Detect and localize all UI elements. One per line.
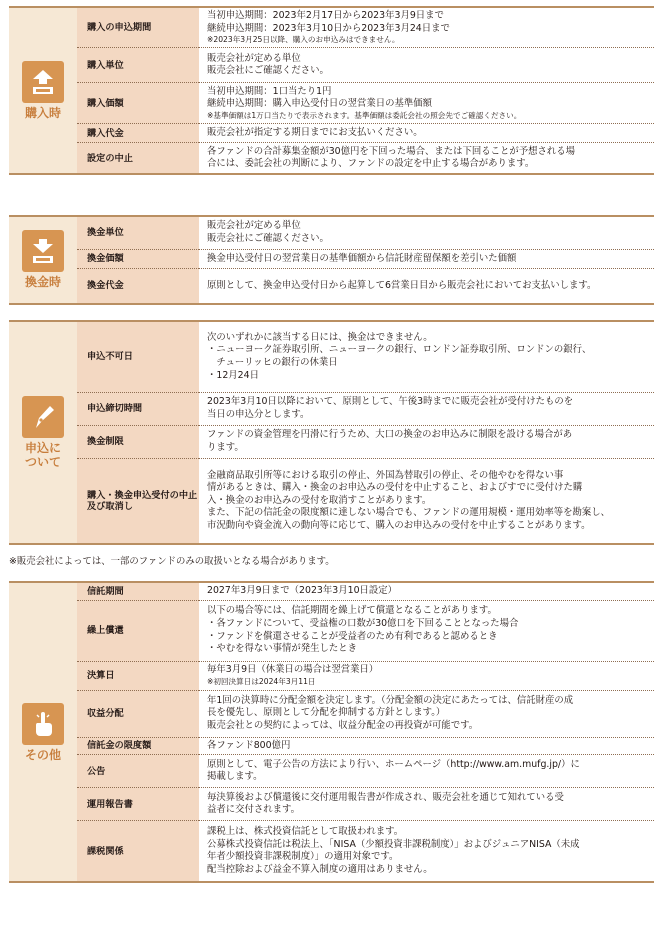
row-label: 購入単位 (77, 48, 199, 83)
row-label: 換金制限 (77, 426, 199, 459)
row-label: 購入代金 (77, 124, 199, 143)
row-label: 収益分配 (77, 690, 199, 737)
row-value: 毎年3月9日（休業日の場合は翌営業日） ※初回決算日は2024年3月11日 (199, 661, 654, 690)
row-value: 毎決算後および償還後に交付運用報告書が作成され、販売会社を通じて知れている受 益者に交付されます。 (199, 788, 654, 821)
row-label: 換金単位 (77, 216, 199, 250)
row-value: 各ファンド800億円 (199, 737, 654, 755)
row-label: 購入価額 (77, 83, 199, 124)
redemption-category (9, 216, 77, 304)
row-value: 金融商品取引所等における取引の停止、外国為替取引の停止、その他やむを得ない事 情があるときは、購入・換金のお申込みの受付を中止すること、およびすでに受付けた購 入・換金のお申込みの受付を取消すことがあります。 また、下記の信託金の限度額に達しない場合でも、ファンドの運用規模・運用効率等を勘案し、 市況動向や資金流入の動向等に応じて、購入のお申込みの受付を中止することがあります。 (199, 459, 654, 545)
footnote: ※販売会社によっては、一部のファンドのみの取扱いとなる場合があります。 (9, 556, 335, 567)
row-value: 当初申込期間：1口当たり1円 継続申込期間：購入申込受付日の翌営業日の基準価額 ※基準価額は1万口当たりで表示されます。基準価額は委託会社の照会先でご確認ください。 (199, 83, 654, 124)
row-label: 購入・換金申込受付の中止及び取消し (77, 459, 199, 545)
row-label: 公告 (77, 755, 199, 788)
row-label: 設定の中止 (77, 143, 199, 175)
row-value: 販売会社が指定する期日までにお支払いください。 (199, 124, 654, 143)
row-label: 信託期間 (77, 582, 199, 600)
row-value: 2027年3月9日まで（2023年3月10日設定） (199, 582, 654, 600)
row-label: 換金代金 (77, 269, 199, 305)
arrow-down-tray-icon (22, 230, 64, 272)
row-value: 次のいずれかに該当する日には、換金はできません。 ・ニューヨーク証券取引所、ニューヨークの銀行、ロンドン証券取引所、ロンドンの銀行、 チューリッヒの銀行の休業日 ・12月24日 (199, 321, 654, 393)
application-category (9, 321, 77, 544)
row-label: 換金価額 (77, 250, 199, 269)
redemption-category-label: 換金時 (24, 275, 61, 290)
redemption-section (9, 215, 654, 305)
row-value: 原則として、換金申込受付日から起算して6営業日目から販売会社においてお支払いします。 (199, 269, 654, 305)
row-value: 年1回の決算時に分配金額を決定します。（分配金額の決定にあたっては、信託財産の成 長を優先し、原則として分配を抑制する方針とします。） 販売会社との契約によっては、収益分配金の再投資が可能です。 (199, 690, 654, 737)
purchase-category (9, 7, 77, 174)
row-label: 申込締切時間 (77, 393, 199, 426)
row-value: 原則として、電子公告の方法により行い、ホームページ（http://www.am.mufg.jp/）に 掲載します。 (199, 755, 654, 788)
row-value: 販売会社が定める単位 販売会社にご確認ください。 (199, 216, 654, 250)
pointing-finger-icon (22, 703, 64, 745)
row-label: 繰上償還 (77, 600, 199, 661)
application-section (9, 320, 654, 545)
row-label: 購入の申込期間 (77, 7, 199, 48)
row-value: 各ファンドの合計募集金額が30億円を下回った場合、または下回ることが予想される場 合には、委託会社の判断により、ファンドの設定を中止する場合があります。 (199, 143, 654, 175)
arrow-up-tray-icon (22, 61, 64, 103)
other-category-label: その他 (24, 747, 61, 762)
row-value: 以下の場合等には、信託期間を繰上げて償還となることがあります。 ・各ファンドについて、受益権の口数が30億口を下回ることとなった場合 ・ファンドを償還させることが受益者のため有利であると認めるとき ・やむを得ない事情が発生したとき (199, 600, 654, 661)
row-value: 換金申込受付日の翌営業日の基準価額から信託財産留保額を差引いた価額 (199, 250, 654, 269)
application-category-label: 申込に ついて (24, 441, 61, 469)
purchase-section (9, 6, 654, 175)
row-label: 決算日 (77, 661, 199, 690)
row-label: 課税関係 (77, 821, 199, 883)
row-value: 販売会社が定める単位 販売会社にご確認ください。 (199, 48, 654, 83)
other-category (9, 582, 77, 882)
row-value: ファンドの資金管理を円滑に行うため、大口の換金のお申込みに制限を設ける場合があ ります。 (199, 426, 654, 459)
row-value: 当初申込期間：2023年2月17日から2023年3月9日まで 継続申込期間：2023年3月10日から2023年3月24日まで ※2023年3月25日以降、購入のお申込みはできません。 (199, 7, 654, 48)
row-label: 申込不可日 (77, 321, 199, 393)
row-label: 信託金の限度額 (77, 737, 199, 755)
row-value: 2023年3月10日以降において、原則として、午後3時までに販売会社が受付けたものを 当日の申込分とします。 (199, 393, 654, 426)
pen-nib-icon (22, 396, 64, 438)
purchase-category-label: 購入時 (24, 106, 61, 120)
row-value: 課税上は、株式投資信託として取扱われます。 公募株式投資信託は税法上、「NISA（少額投資非課税制度）」およびジュニアNISA（未成 年者少額投資非課税制度）」の適用対象です。 配当控除および益金不算入制度の適用はありません。 (199, 821, 654, 883)
row-label: 運用報告書 (77, 788, 199, 821)
other-section (9, 581, 654, 883)
